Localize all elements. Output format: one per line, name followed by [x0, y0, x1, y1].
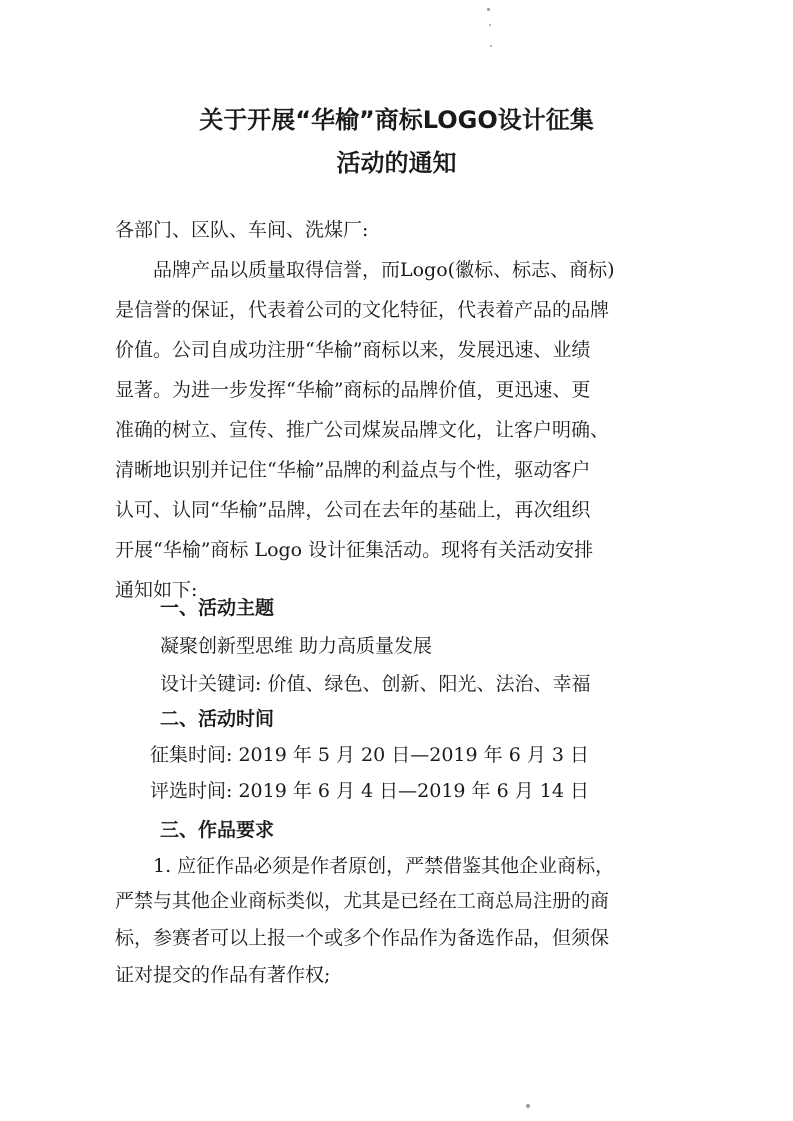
notice-title-line-2: 活动的通知	[336, 149, 457, 177]
notice-title-line-1: 关于开展“华榆”商标LOGO设计征集	[199, 106, 594, 134]
section-heading-time: 二、活动时间	[160, 708, 275, 730]
intro-line: 开展“华榆”商标 Logo 设计征集活动。现将有关活动安排	[115, 539, 594, 561]
intro-line: 显著。为进一步发挥“华榆”商标的品牌价值，更迅速、更	[115, 379, 591, 401]
review-time: 评选时间: 2019 年 6 月 4 日—2019 年 6 月 14 日	[150, 780, 589, 802]
intro-line: 品牌产品以质量取得信誉，而Logo(徽标、标志、商标)	[153, 259, 615, 281]
intro-line: 准确的树立、宣传、推广公司煤炭品牌文化，让客户明确、	[115, 419, 610, 441]
scan-speck	[487, 8, 490, 11]
section-heading-requirements: 三、作品要求	[160, 819, 275, 841]
theme-slogan: 凝聚创新型思维 助力高质量发展	[160, 635, 433, 657]
requirement-line: 严禁与其他企业商标类似，尤其是已经在工商总局注册的商	[115, 890, 610, 912]
requirement-line: 证对提交的作品有著作权;	[115, 964, 331, 986]
requirement-line: 1. 应征作品必须是作者原创，严禁借鉴其他企业商标，	[153, 855, 615, 877]
requirement-line: 标，参赛者可以上报一个或多个作品作为备选作品，但须保	[115, 927, 610, 949]
intro-line: 认可、认同“华榆”品牌，公司在去年的基础上，再次组织	[115, 499, 591, 521]
intro-line: 是信誉的保证，代表着公司的文化特征，代表着产品的品牌	[115, 299, 610, 321]
scan-speck	[526, 1104, 530, 1108]
intro-line: 通知如下:	[115, 579, 198, 601]
scan-speck	[489, 24, 491, 26]
salutation: 各部门、区队、车间、洗煤厂:	[115, 219, 369, 241]
scan-speck	[490, 45, 492, 47]
section-heading-theme: 一、活动主题	[160, 597, 275, 619]
intro-line: 清晰地识别并记住“华榆”品牌的利益点与个性，驱动客户	[115, 459, 591, 481]
theme-keywords: 设计关键词: 价值、绿色、创新、阳光、法治、幸福	[160, 673, 591, 695]
intro-line: 价值。公司自成功注册“华榆”商标以来，发展迅速、业绩	[115, 339, 591, 361]
collect-time: 征集时间: 2019 年 5 月 20 日—2019 年 6 月 3 日	[150, 744, 589, 766]
